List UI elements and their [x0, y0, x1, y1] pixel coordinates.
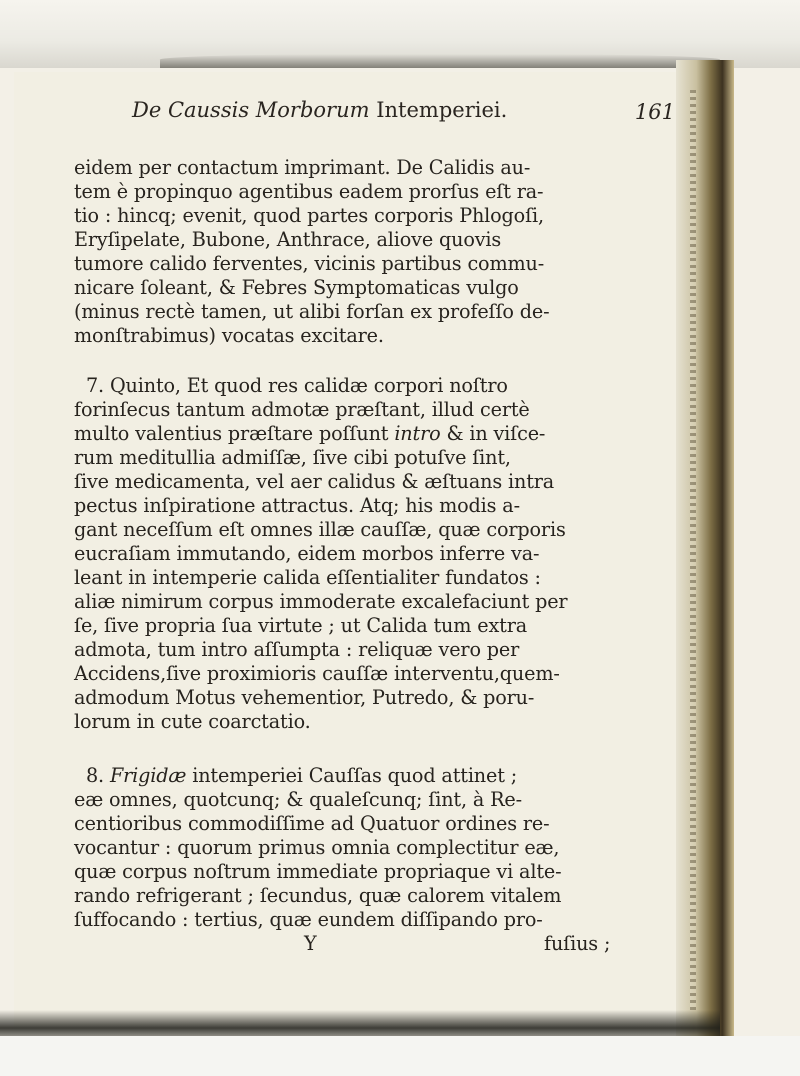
- text-line: eucraſiam immutando, eidem morbos inferre va-: [74, 542, 540, 565]
- text-line: leant in intemperie calida eſſentialiter fundatos :: [74, 566, 541, 589]
- text-line: centioribus commodiſſime ad Quatuor ordines re-: [74, 812, 550, 835]
- text-line: tio : hincq; evenit, quod partes corporis Phlogoſi,: [74, 204, 544, 227]
- signature-mark: Y: [304, 932, 317, 955]
- book-top-shadow: [0, 0, 800, 68]
- text-line: tumore calido ferventes, vicinis partibus commu-: [74, 252, 545, 275]
- text-line: eæ omnes, quotcunq; & qualeſcunq; ſint, à Re-: [74, 788, 522, 811]
- running-title-italic: De Caussis Morborum: [132, 98, 370, 122]
- text-line: admota, tum intro aſſumpta : reliquæ vero per: [74, 638, 520, 661]
- text-line: rum meditullia admiſſæ, ſive cibi potuſve ſint,: [74, 446, 511, 469]
- text-line: tem è propinquo agentibus eadem prorſus eſt ra-: [74, 180, 544, 203]
- text-line: multo valentius præſtare poſſunt intro & in viſce-: [74, 422, 546, 445]
- text-line: Accidens,ſive proximioris cauſſæ interventu,quem-: [74, 662, 560, 685]
- text-line: vocantur : quorum primus omnia complectitur eæ,: [74, 836, 560, 859]
- text-line: nicare ſoleant, & Febres Symptomaticas vulgo: [74, 276, 519, 299]
- text-line: ſe, ſive propria ſua virtute ; ut Calida tum extra: [74, 614, 528, 637]
- text-line: quæ corpus noſtrum immediate propriaque vi alte-: [74, 860, 562, 883]
- text-line: ſuffocando : tertius, quæ eundem diſſipando pro-: [74, 908, 543, 931]
- paragraph-7-start: 7. Quinto, Et quod res calidæ corpori noſtro: [86, 374, 508, 397]
- running-title-roman: Intemperiei.: [376, 98, 508, 122]
- running-header: [90, 98, 675, 134]
- text-line: monſtrabimus) vocatas excitare.: [74, 324, 384, 347]
- text-line: Eryſipelate, Bubone, Anthrace, aliove quovis: [74, 228, 502, 251]
- text-line: admodum Motus vehementior, Putredo, & poru-: [74, 686, 535, 709]
- text-line: ſive medicamenta, vel aer calidus & æſtuans intra: [74, 470, 555, 493]
- book-fore-edge: [676, 60, 734, 1050]
- page-number: 161: [634, 100, 675, 124]
- text-line: forinſecus tantum admotæ præſtant, illud certè: [74, 398, 530, 421]
- scan-margin-bottom: [0, 1036, 800, 1076]
- text-line: eidem per contactum imprimant. De Calidis au-: [74, 156, 531, 179]
- text-line: rando refrigerant ; ſecundus, quæ calorem vitalem: [74, 884, 562, 907]
- text-line: (minus rectè tamen, ut alibi forſan ex profeſſo de-: [74, 300, 550, 323]
- text-line: lorum in cute coarctatio.: [74, 710, 311, 733]
- paragraph-8-start: 8. Frigidæ intemperiei Cauſſas quod attinet ;: [86, 764, 518, 787]
- text-line: aliæ nimirum corpus immoderate excalefaciunt per: [74, 590, 568, 613]
- text-line: gant neceſſum eſt omnes illæ cauſſæ, quæ corporis: [74, 518, 566, 541]
- text-line: pectus inſpiratione attractus. Atq; his modis a-: [74, 494, 520, 517]
- catchword: fuſius ;: [544, 932, 611, 955]
- running-title: [132, 98, 507, 122]
